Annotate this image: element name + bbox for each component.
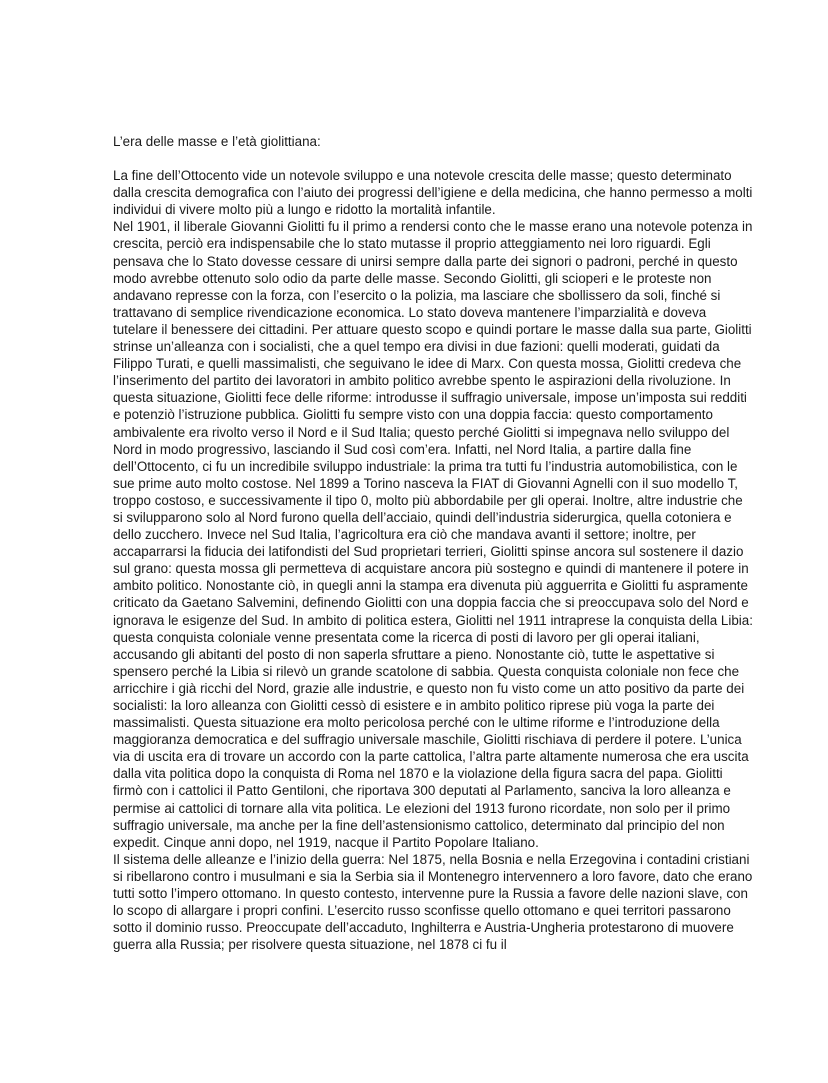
- paragraph-alleanze: Il sistema delle alleanze e l’inizio della guerra: Nel 1875, nella Bosnia e nella Erzegovina i contadini cristiani si ribellarono contro i musulmani e sia la Serbia sia il Montenegro intervennero a loro favore, dato che erano tutti sotto l’impero ottomano. In questo contesto, intervenne pure la Russia a favore delle nazioni slave, con lo scopo di allargare i propri confini. L’esercito russo sconfisse quello ottomano e quei territori passarono sotto il dominio russo. Preoccupate dell’accaduto, Inghilterra e Austria-Ungheria protestarono di muovere guerra alla Russia; per risolvere questa situazione, nel 1878 ci fu il: [113, 851, 753, 953]
- paragraph-giolitti: Nel 1901, il liberale Giovanni Giolitti fu il primo a rendersi conto che le masse erano una notevole potenza in crescita, perciò era indispensabile che lo stato mutasse il proprio atteggiamento nei loro riguardi. Egli pensava che lo Stato dovesse cessare di unirsi sempre dalla parte dei signori o padroni, perché in questo modo avrebbe ottenuto solo odio da parte delle masse. Secondo Giolitti, gli scioperi e le proteste non andavano represse con la forza, con l’esercito o la polizia, ma lasciare che sbollissero da soli, finché si trattavano di semplice rivendicazione economica. Lo stato doveva mantenere l’imparzialità e doveva tutelare il benessere dei cittadini. Per attuare questo scopo e quindi portare le masse dalla sua parte, Giolitti strinse un’alleanza con i socialisti, che a quel tempo era divisi in due fazioni: quelli moderati, guidati da Filippo Turati, e quelli massimalisti, che seguivano le idee di Marx. Con questa mossa, Giolitti credeva che l’inserimento del partito dei lavoratori in ambito politico avrebbe spento le aspirazioni della rivoluzione. In questa situazione, Giolitti fece delle riforme: introdusse il suffragio universale, impose un’imposta sui redditi e potenziò l’istruzione pubblica. Giolitti fu sempre visto con una doppia faccia: questo comportamento ambivalente era rivolto verso il Nord e il Sud Italia; questo perché Giolitti si impegnava nello sviluppo del Nord in modo progressivo, lasciando il Sud così com’era. Infatti, nel Nord Italia, a partire dalla fine dell’Ottocento, ci fu un incredibile sviluppo industriale: la prima tra tutti fu l’industria automobilistica, con le sue prime auto molto costose. Nel 1899 a Torino nasceva la FIAT di Giovanni Agnelli con il suo modello T, troppo costoso, e successivamente il tipo 0, molto più abbordabile per gli operai. Inoltre, altre industrie che si svilupparono solo al Nord furono quella dell’acciaio, quindi dell’industria siderurgica, quella cotoniera e dello zucchero. Invece nel Sud Italia, l’agricoltura era ciò che mandava avanti il settore; inoltre, per accaparrarsi la fiducia dei latifondisti del Sud proprietari terrieri, Giolitti spinse ancora sul sostenere il dazio sul grano: questa mossa gli permetteva di acquistare ancora più sostegno e quindi di mantenere il potere in ambito politico. Nonostante ciò, in quegli anni la stampa era divenuta più agguerrita e Giolitti fu aspramente criticato da Gaetano Salvemini, definendo Giolitti con una doppia faccia che si preoccupava solo del Nord e ignorava le esigenze del Sud. In ambito di politica estera, Giolitti nel 1911 intraprese la conquista della Libia: questa conquista coloniale venne presentata come la ricerca di posti di lavoro per gli operai italiani, accusando gli abitanti del posto di non saperla sfruttare a pieno. Nonostante ciò, tutte le aspettative si spensero perché la Libia si rilevò un grande scatolone di sabbia. Questa conquista coloniale non fece che arricchire i già ricchi del Nord, grazie alle industrie, e questo non fu visto come un atto positivo da parte dei socialisti: la loro alleanza con Giolitti cessò di esistere e in ambito politico riprese più voga la parte dei massimalisti. Questa situazione era molto pericolosa perché con le ultime riforme e l’introduzione della maggioranza democratica e del suffragio universale maschile, Giolitti rischiava di perdere il potere. L’unica via di uscita era di trovare un accordo con la parte cattolica, l’altra parte altamente numerosa che era uscita dalla vita politica dopo la conquista di Roma nel 1870 e la violazione della figura sacra del papa. Giolitti firmò con i cattolici il Patto Gentiloni, che riportava 300 deputati al Parlamento, sanciva la loro alleanza e permise ai cattolici di tornare alla vita politica. Le elezioni del 1913 furono ricordate, non solo per il primo suffragio universale, ma anche per la fine dell’astensionismo cattolico, determinato dal principio del non expedit. Cinque anni dopo, nel 1919, nacque il Partito Popolare Italiano.: [113, 219, 753, 850]
- document-body: [113, 133, 753, 953]
- document-title: L’era delle masse e l’età giolittiana:: [113, 134, 321, 149]
- paragraph-intro: La fine dell’Ottocento vide un notevole sviluppo e una notevole crescita delle masse; questo determinato dalla crescita demografica con l’aiuto dei progressi dell’igiene e della medicina, che hanno permesso a molti individui di vivere molto più a lungo e ridotto la mortalità infantile.: [113, 168, 753, 218]
